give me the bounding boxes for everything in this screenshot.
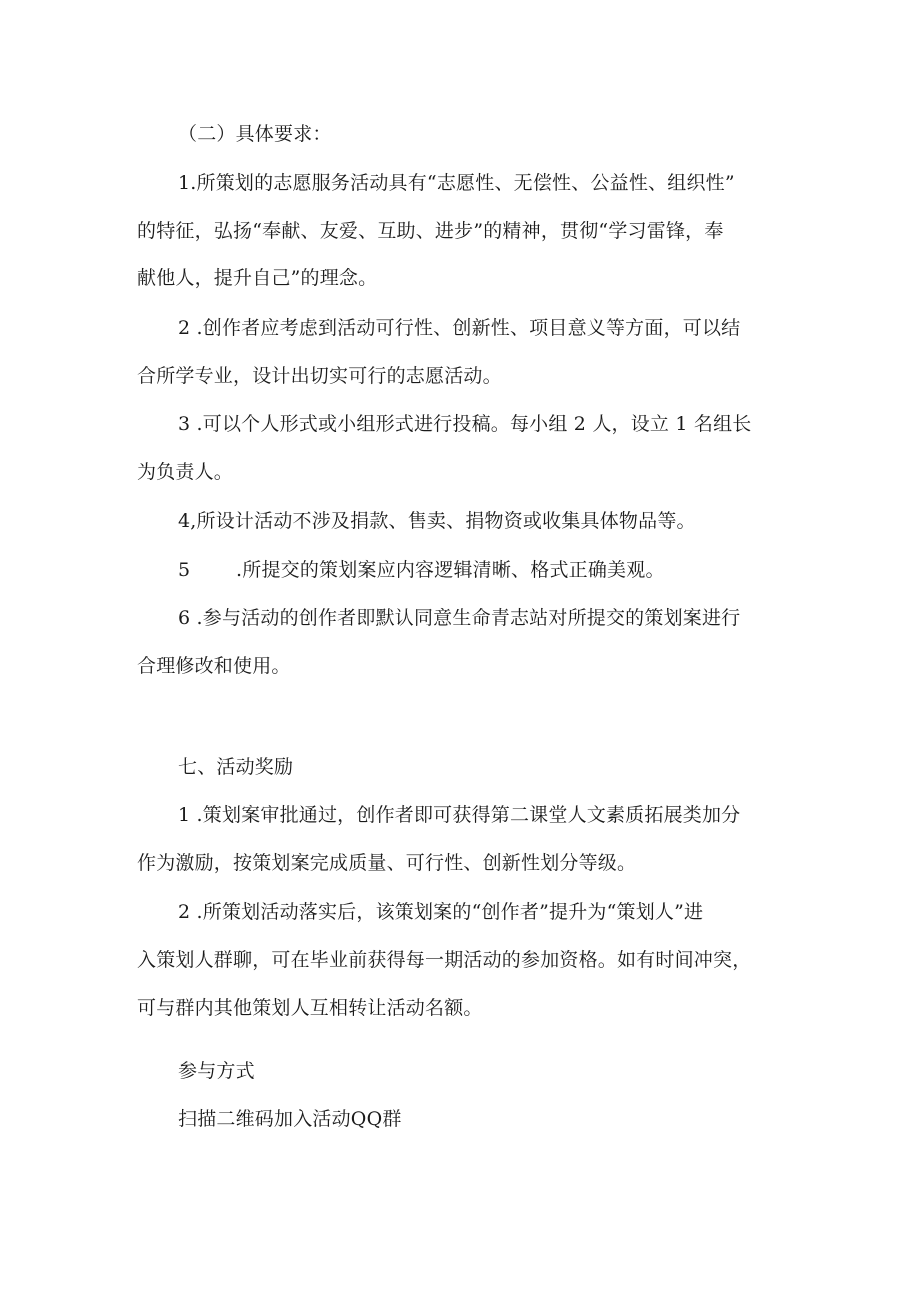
requirement-1-line-2: 的特征，弘扬“奉献、友爱、互助、进步”的精神，贯彻“学习雷锋，奉 bbox=[137, 220, 724, 242]
reward-2-line-2: 入策划人群聊，可在毕业前获得每一期活动的参加资格。如有时间冲突， bbox=[137, 949, 752, 971]
reward-2-line-1: 2 .所策划活动落实后，该策划案的“创作者”提升为“策划人”进 bbox=[178, 901, 704, 923]
requirement-4-line-1: 4,所设计活动不涉及捐款、售卖、捐物资或收集具体物品等。 bbox=[178, 510, 696, 532]
requirement-3-line-2: 为负责人。 bbox=[137, 461, 234, 483]
reward-2-line-3: 可与群内其他策划人互相转让活动名额。 bbox=[137, 997, 483, 1019]
requirement-3-line-1: 3 .可以个人形式或小组形式进行投稿。每小组 2 人，设立 1 名组长 bbox=[178, 413, 752, 435]
requirement-2-line-2: 合所学专业，设计出切实可行的志愿活动。 bbox=[137, 365, 502, 387]
participation-text: 扫描二维码加入活动QQ群 bbox=[178, 1108, 402, 1130]
reward-1-line-2: 作为激励，按策划案完成质量、可行性、创新性划分等级。 bbox=[137, 852, 637, 874]
participation-title: 参与方式 bbox=[178, 1060, 255, 1082]
requirement-2-line-1: 2 .创作者应考虑到活动可行性、创新性、项目意义等方面，可以结 bbox=[178, 317, 741, 339]
requirement-6-line-1: 6 .参与活动的创作者即默认同意生命青志站对所提交的策划案进行 bbox=[178, 607, 741, 629]
requirement-5-number: 5 bbox=[178, 559, 191, 581]
requirement-5-text: .所提交的策划案应内容逻辑清晰、格式正确美观。 bbox=[236, 559, 665, 581]
requirement-1-line-3: 献他人，提升自己”的理念。 bbox=[137, 267, 378, 289]
section-7-title: 七、活动奖励 bbox=[178, 756, 294, 778]
subsection-title: （二）具体要求： bbox=[178, 123, 332, 145]
requirement-6-line-2: 合理修改和使用。 bbox=[137, 655, 291, 677]
reward-1-line-1: 1 .策划案审批通过，创作者即可获得第二课堂人文素质拓展类加分 bbox=[178, 804, 741, 826]
requirement-1-line-1: 1.所策划的志愿服务活动具有“志愿性、无偿性、公益性、组织性” bbox=[178, 172, 735, 194]
requirement-5-line-1 bbox=[178, 558, 838, 582]
